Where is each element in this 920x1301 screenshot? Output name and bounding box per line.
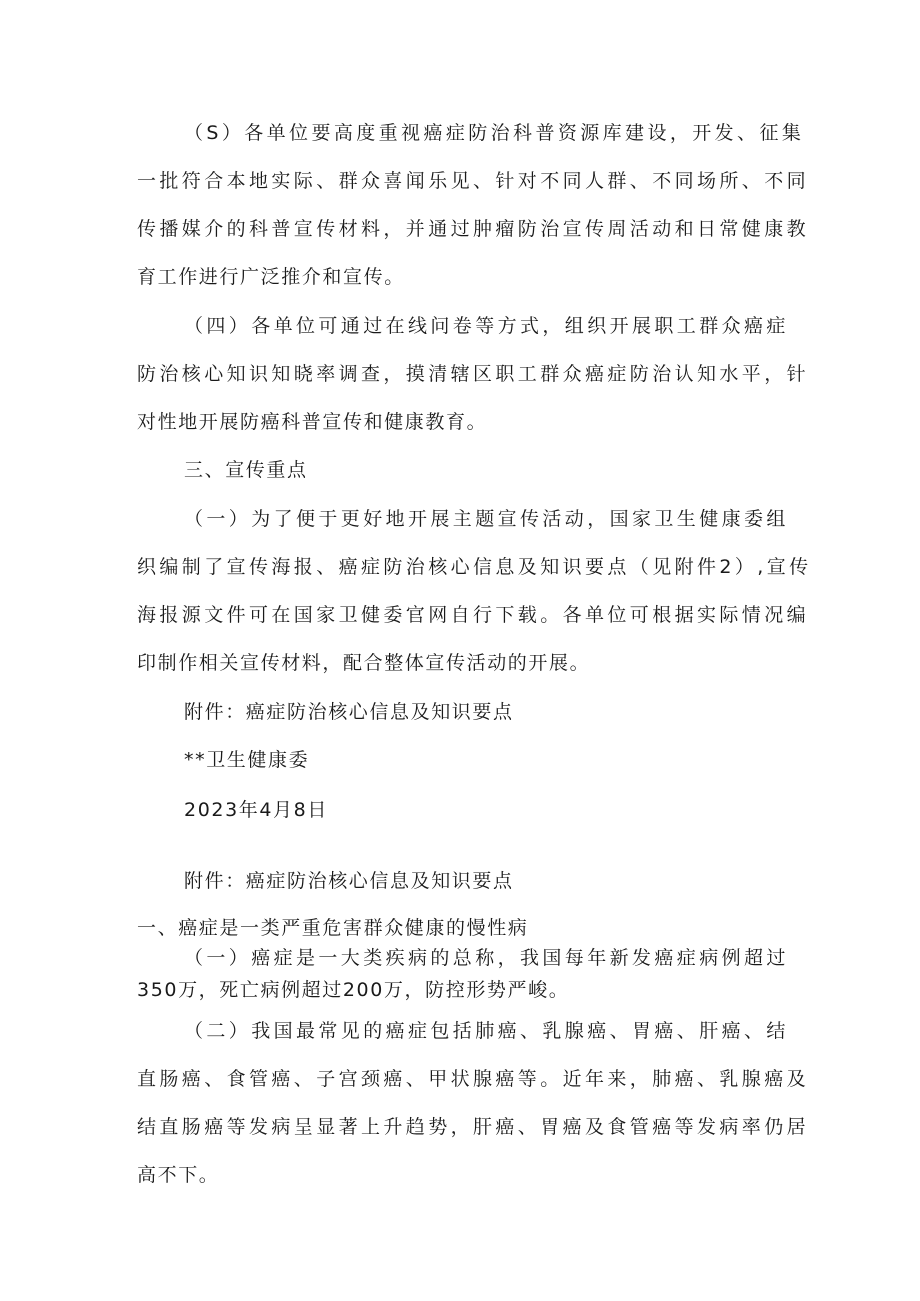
paragraph-3-line-3: 传播媒介的科普宣传材料，并通过肿瘤防治宣传周活动和日常健康教 (137, 218, 810, 240)
section-3-paragraph-1-line-3: 海报源文件可在国家卫健委官网自行下载。各单位可根据实际情况编 (137, 604, 810, 626)
section-3-paragraph-1-line-1: （一）为了便于更好地开展主题宣传活动，国家卫生健康委组 (184, 508, 789, 530)
attachment-title: 附件：癌症防治核心信息及知识要点 (184, 870, 514, 892)
attachment-paragraph-2-line-3: 结直肠癌等发病呈显著上升趋势，肝癌、胃癌及食管癌等发病率仍居 (137, 1116, 810, 1138)
issuer-name: **卫生健康委 (184, 749, 310, 771)
paragraph-3-line-2: 一批符合本地实际、群众喜闻乐见、针对不同人群、不同场所、不同 (137, 170, 810, 192)
issue-date: 2023年4月8日 (184, 799, 328, 821)
paragraph-4-line-2: 防治核心知识知晓率调查，摸清辖区职工群众癌症防治认知水平，针 (137, 363, 810, 385)
attachment-paragraph-1-line-1: （一）癌症是一大类疾病的总称，我国每年新发癌症病例超过 (184, 947, 789, 969)
attachment-paragraph-2-line-2: 直肠癌、食管癌、子宫颈癌、甲状腺癌等。近年来，肺癌、乳腺癌及 (137, 1068, 810, 1090)
attachment-paragraph-2-line-4: 高不下。 (137, 1164, 220, 1186)
attachment-paragraph-2-line-1: （二）我国最常见的癌症包括肺癌、乳腺癌、胃癌、肝癌、结 (184, 1020, 789, 1042)
section-3-paragraph-1-line-4: 印制作相关宣传材料，配合整体宣传活动的开展。 (137, 652, 591, 674)
paragraph-3-line-4: 育工作进行广泛推介和宣传。 (137, 266, 405, 288)
paragraph-3-line-1: （S）各单位要高度重视癌症防治科普资源库建设，开发、征集 (184, 122, 805, 144)
section-3-paragraph-1-line-2: 织编制了宣传海报、癌症防治核心信息及知识要点（见附件2）,宣传 (137, 556, 812, 578)
attachment-reference: 附件：癌症防治核心信息及知识要点 (184, 701, 514, 723)
attachment-heading-1: 一、癌症是一类严重危害群众健康的慢性病 (137, 917, 529, 939)
paragraph-4-line-1: （四）各单位可通过在线问卷等方式，组织开展职工群众癌症 (184, 315, 789, 337)
attachment-paragraph-1-line-2: 350万，死亡病例超过200万，防控形势严峻。 (137, 979, 570, 1001)
section-3-heading: 三、宣传重点 (184, 459, 308, 481)
paragraph-4-line-3: 对性地开展防癌科普宣传和健康教育。 (137, 411, 488, 433)
